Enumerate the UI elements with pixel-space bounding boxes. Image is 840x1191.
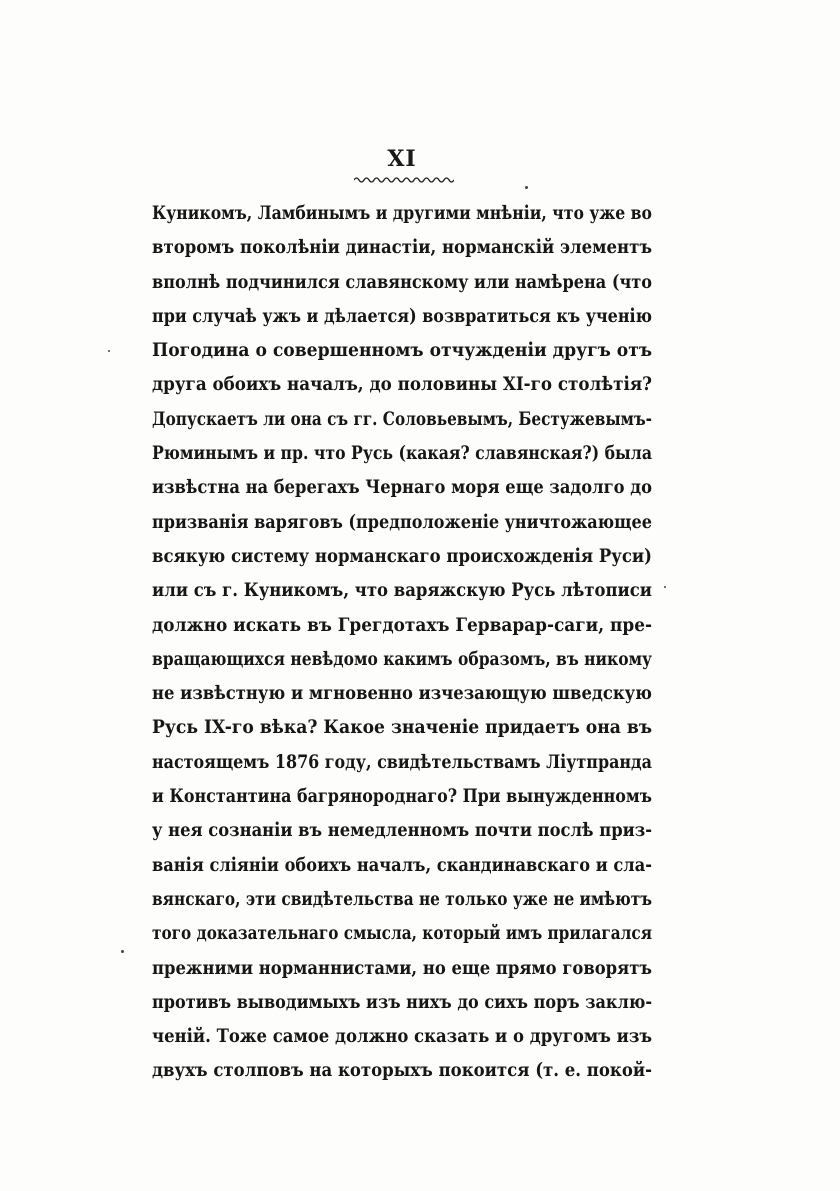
text-line: вращающихся невѣдомо какимъ образомъ, въ никому [152,647,652,670]
text-line: ванія сліяніи обоихъ началъ, скандинавскаго и сла- [152,853,652,876]
text-line: у нея сознаніи въ немедленномъ почти послѣ приз- [152,819,652,842]
text-line: прежними норманнистами, но еще прямо говорятъ [152,956,652,979]
text-line: призванія варяговъ (предположеніе уничтожающее [152,510,652,533]
page-header [0,146,840,172]
text-line: ченій. Тоже самое должно сказать и о другомъ изъ [152,1025,652,1048]
text-line: Рюминымъ и пр. что Русь (какая? славянская?) была [152,442,652,465]
text-line: Погодина о совершенномъ отчужденіи другъ отъ [152,339,652,362]
scan-speck [525,186,528,189]
text-line: не извѣстную и мгновенно изчезающую шведскую [152,682,652,705]
text-line: настоящемъ 1876 году, свидѣтельствамъ Ліутпранда [152,750,652,773]
text-line: Русь IX-го вѣка? Какое значеніе придаетъ она въ [152,716,652,739]
text-line: или съ г. Куникомъ, что варяжскую Русь лѣтописи [152,579,652,602]
text-line: вполнѣ подчинился славянскому или намѣрена (что [152,270,652,293]
scan-speck [121,950,124,953]
text-line: двухъ столповъ на которыхъ покоится (т. е. покой- [152,1059,652,1082]
body-text [152,196,652,1088]
text-line: друга обоихъ началъ, до половины XI-го столѣтія? [152,373,652,396]
text-line: при случаѣ ужъ и дѣлается) возвратиться къ ученію [152,304,652,327]
text-line: вянскаго, эти свидѣтельства не только уже не имѣютъ [152,887,652,910]
text-line: и Константина багрянороднаго? При вынужденномъ [152,785,652,808]
wavy-rule-ornament [354,176,454,184]
text-line: Допускаетъ ли она съ гг. Соловьевымъ, Бестужевымъ- [152,407,652,430]
text-line: всякую систему норманскаго происхожденія Руси) [152,544,652,567]
scan-speck [108,350,110,352]
text-line: извѣстна на берегахъ Чернаго моря еще задолго до [152,476,652,499]
text-line: того доказательнаго смысла, который имъ прилагался [152,922,652,945]
text-line: второмъ поколѣніи династіи, норманскій элементъ [152,236,652,259]
text-line: противъ выводимыхъ изъ нихъ до сихъ поръ заклю- [152,990,652,1013]
scan-speck [664,586,666,588]
text-line: Куникомъ, Ламбинымъ и другими мнѣніи, что уже во [152,202,652,224]
page-number: XI [387,146,417,172]
text-line: должно искать въ Грегдотахъ Герварар-саги, пре- [152,613,652,636]
